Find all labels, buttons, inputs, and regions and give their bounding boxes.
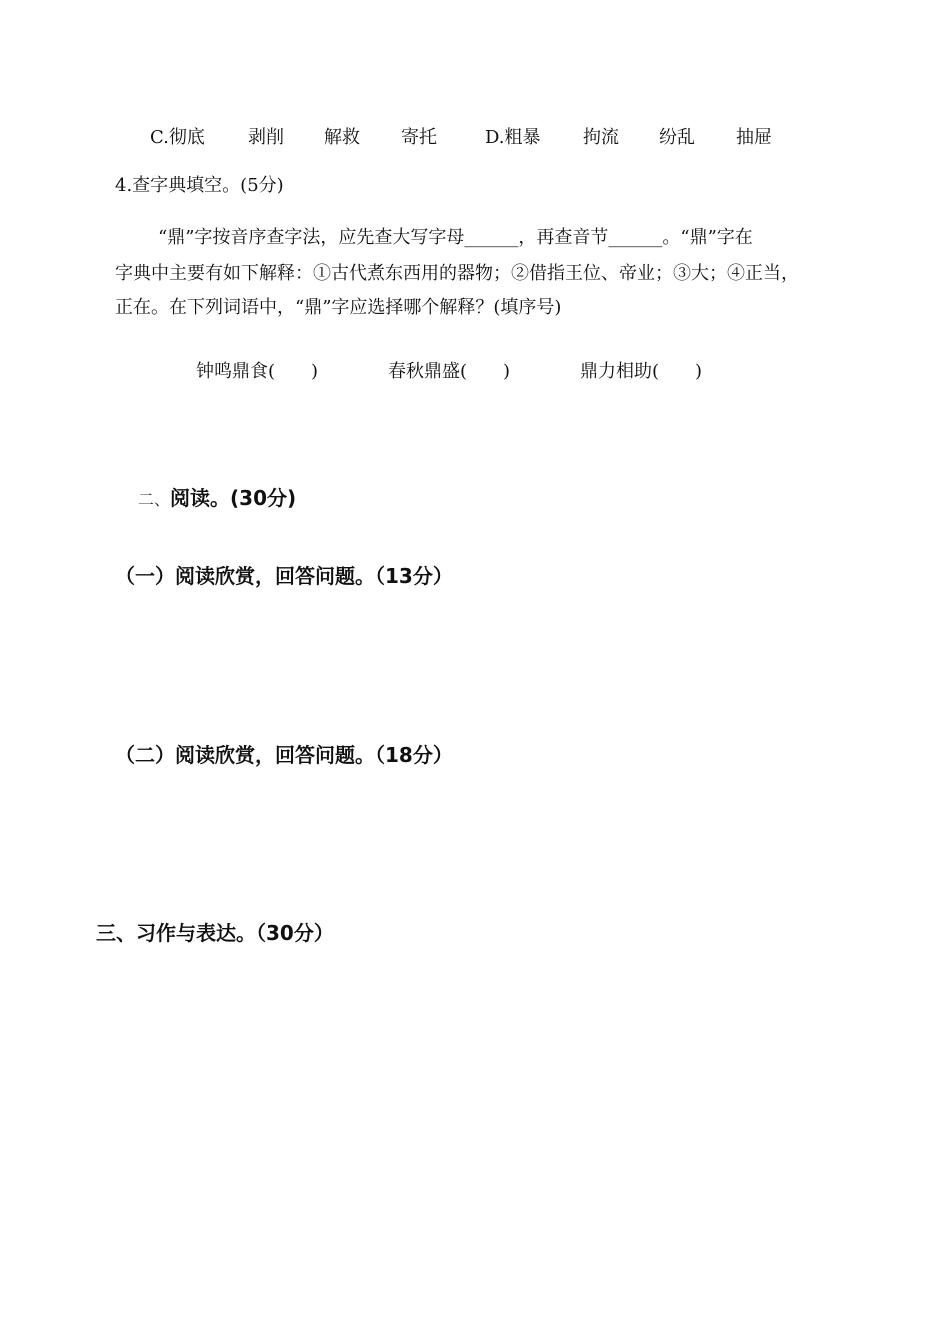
section-2-title: 阅读。(30分) bbox=[170, 486, 297, 510]
q4-heading: 4.查字典填空。(5分) bbox=[115, 175, 284, 196]
q4-paragraph-line-3: 正在。在下列词语中，“鼎”字应选择哪个解释？(填序号) bbox=[115, 297, 562, 318]
option-d-word-2: 纷乱 bbox=[659, 127, 695, 148]
q4-word-1: 钟鸣鼎食( ) bbox=[196, 361, 319, 382]
section-2-number: 二、 bbox=[138, 490, 171, 509]
q4-paragraph-line-1: “鼎”字按音序查字法，应先查大写字母______，再查音节______。“鼎”字在 bbox=[158, 227, 753, 248]
option-c-word-3: 寄托 bbox=[401, 127, 437, 148]
section-2-heading bbox=[138, 484, 296, 514]
option-c-label: C.彻底 bbox=[150, 127, 205, 148]
section-2-sub-1: （一）阅读欣赏，回答问题。（13分） bbox=[115, 564, 453, 588]
option-d-label: D.粗暴 bbox=[485, 127, 541, 148]
option-c-word-1: 剥削 bbox=[248, 127, 284, 148]
option-d-word-3: 抽屉 bbox=[736, 127, 772, 148]
option-c-word-2: 解救 bbox=[324, 127, 360, 148]
q4-paragraph-line-2: 字典中主要有如下解释：①古代煮东西用的器物；②借指王位、帝业；③大；④正当， bbox=[115, 263, 799, 284]
option-d-word-1: 拘流 bbox=[583, 127, 619, 148]
q4-word-2: 春秋鼎盛( ) bbox=[388, 361, 511, 382]
section-2-sub-2: （二）阅读欣赏，回答问题。（18分） bbox=[115, 743, 453, 767]
section-3-heading: 三、习作与表达。（30分） bbox=[96, 921, 334, 945]
q4-word-3: 鼎力相助( ) bbox=[580, 361, 703, 382]
